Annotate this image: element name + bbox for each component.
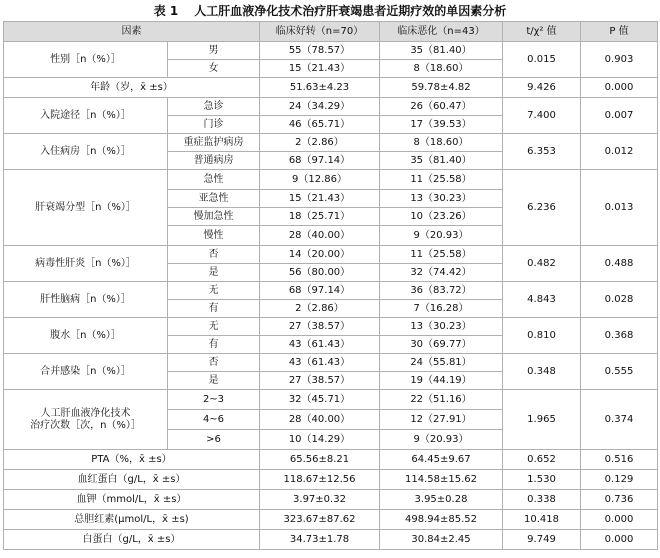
cell-worsened: 8（18.60） — [380, 134, 503, 152]
cell-improved: 32（45.71） — [260, 390, 380, 410]
cell-worsened: 30（69.77） — [380, 336, 503, 354]
cell-stat: 0.482 — [503, 246, 581, 282]
header-stat: t/χ² 值 — [503, 22, 581, 42]
cell-p: 0.555 — [581, 354, 658, 390]
table-row — [4, 510, 658, 530]
sub-label: 是 — [168, 264, 260, 282]
sub-label: 慢加急性 — [168, 208, 260, 226]
cell-worsened: 35（81.40） — [380, 152, 503, 170]
table-row — [4, 246, 658, 264]
cell-worsened: 9（20.93） — [380, 430, 503, 450]
table-row — [4, 354, 658, 372]
cell-improved: 43（61.43） — [260, 354, 380, 372]
cell-stat: 4.843 — [503, 282, 581, 318]
cell-worsened: 10（23.26） — [380, 208, 503, 226]
row-label-sessions-line1: 人工肝血液净化技术 — [40, 407, 131, 419]
cell-improved: 2（2.86） — [260, 300, 380, 318]
sub-label: 门诊 — [168, 116, 260, 134]
cell-stat: 1.965 — [503, 390, 581, 450]
table-row — [4, 282, 658, 300]
row-label-hepatitis: 病毒性肝炎［n（%）］ — [4, 246, 168, 282]
cell-worsened: 22（51.16） — [380, 390, 503, 410]
sub-label: 亚急性 — [168, 190, 260, 208]
cell-p: 0.000 — [581, 530, 658, 550]
cell-improved: 28（40.00） — [260, 410, 380, 430]
cell-stat: 10.418 — [503, 510, 581, 530]
sub-label: 有 — [168, 300, 260, 318]
cell-improved: 43（61.43） — [260, 336, 380, 354]
row-label-encephalopathy: 肝性脑病［n（%）］ — [4, 282, 168, 318]
cell-improved: 68（97.14） — [260, 282, 380, 300]
sub-label: 普通病房 — [168, 152, 260, 170]
cell-p: 0.007 — [581, 98, 658, 134]
cell-worsened: 35（81.40） — [380, 42, 503, 60]
cell-stat: 7.400 — [503, 98, 581, 134]
sub-label: 4~6 — [168, 410, 260, 430]
cell-p: 0.374 — [581, 390, 658, 450]
row-label-type: 肝衰竭分型［n（%）］ — [4, 170, 168, 246]
cell-worsened: 12（27.91） — [380, 410, 503, 430]
sub-label: 否 — [168, 354, 260, 372]
cell-p: 0.129 — [581, 470, 658, 490]
table-row — [4, 78, 658, 98]
sub-label: 2~3 — [168, 390, 260, 410]
table-title: 人工肝血液净化技术治疗肝衰竭患者近期疗效的单因素分析 — [194, 4, 507, 18]
cell-stat: 0.810 — [503, 318, 581, 354]
cell-p: 0.012 — [581, 134, 658, 170]
cell-improved: 15（21.43） — [260, 190, 380, 208]
sub-label: 否 — [168, 246, 260, 264]
cell-p: 0.013 — [581, 170, 658, 246]
cell-p: 0.903 — [581, 42, 658, 78]
cell-improved: 14（20.00） — [260, 246, 380, 264]
cell-improved: 118.67±12.56 — [260, 470, 380, 490]
cell-worsened: 32（74.42） — [380, 264, 503, 282]
cell-improved: 27（38.57） — [260, 318, 380, 336]
cell-worsened: 64.45±9.67 — [380, 450, 503, 470]
cell-improved: 56（80.00） — [260, 264, 380, 282]
row-label-sessions-line2: 治疗次数［次，n（%）］ — [30, 419, 141, 431]
row-label-sex: 性别［n（%）］ — [4, 42, 168, 78]
cell-improved: 51.63±4.23 — [260, 78, 380, 98]
cell-worsened: 26（60.47） — [380, 98, 503, 116]
cell-stat: 6.353 — [503, 134, 581, 170]
cell-worsened: 36（83.72） — [380, 282, 503, 300]
cell-improved: 34.73±1.78 — [260, 530, 380, 550]
cell-worsened: 11（25.58） — [380, 246, 503, 264]
cell-improved: 2（2.86） — [260, 134, 380, 152]
row-label-ascites: 腹水［n（%）］ — [4, 318, 168, 354]
table-header-row — [4, 22, 658, 42]
row-label-alb: 白蛋白（g/L，x̄ ±s） — [4, 530, 260, 550]
table-caption — [0, 2, 660, 20]
table-row — [4, 390, 658, 410]
cell-improved: 27（38.57） — [260, 372, 380, 390]
cell-improved: 9（12.86） — [260, 170, 380, 190]
cell-worsened: 3.95±0.28 — [380, 490, 503, 510]
table-number: 表 1 — [153, 4, 179, 18]
cell-improved: 46（65.71） — [260, 116, 380, 134]
row-label-route: 入院途径［n（%）］ — [4, 98, 168, 134]
univariate-analysis-table — [3, 21, 658, 550]
header-p: P 值 — [581, 22, 658, 42]
cell-p: 0.000 — [581, 510, 658, 530]
table-row — [4, 170, 658, 190]
cell-stat: 0.015 — [503, 42, 581, 78]
row-label-sessions — [4, 390, 168, 450]
table-row — [4, 490, 658, 510]
cell-stat: 6.236 — [503, 170, 581, 246]
row-label-k: 血钾（mmol/L，x̄ ±s） — [4, 490, 260, 510]
table-row — [4, 42, 658, 60]
cell-worsened: 114.58±15.62 — [380, 470, 503, 490]
cell-p: 0.516 — [581, 450, 658, 470]
sub-label: 无 — [168, 282, 260, 300]
sub-label: 重症监护病房 — [168, 134, 260, 152]
cell-worsened: 13（30.23） — [380, 318, 503, 336]
cell-improved: 3.97±0.32 — [260, 490, 380, 510]
row-label-tbil: 总胆红素(μmol/L，x̄ ±s) — [4, 510, 260, 530]
cell-stat: 0.338 — [503, 490, 581, 510]
sub-label: 急性 — [168, 170, 260, 190]
sub-label: 男 — [168, 42, 260, 60]
sub-label: 有 — [168, 336, 260, 354]
row-label-infection: 合并感染［n（%）］ — [4, 354, 168, 390]
cell-improved: 65.56±8.21 — [260, 450, 380, 470]
cell-worsened: 7（16.28） — [380, 300, 503, 318]
sub-label: 无 — [168, 318, 260, 336]
table-row — [4, 450, 658, 470]
cell-p: 0.488 — [581, 246, 658, 282]
cell-improved: 15（21.43） — [260, 60, 380, 78]
cell-p: 0.368 — [581, 318, 658, 354]
header-improved: 临床好转（n=70） — [260, 22, 380, 42]
cell-improved: 28（40.00） — [260, 226, 380, 246]
cell-stat: 9.749 — [503, 530, 581, 550]
row-label-age: 年龄（岁，x̄ ±s） — [4, 78, 260, 98]
cell-stat: 1.530 — [503, 470, 581, 490]
header-worsened: 临床恶化（n=43） — [380, 22, 503, 42]
cell-p: 0.000 — [581, 78, 658, 98]
table-row — [4, 470, 658, 490]
table-row — [4, 318, 658, 336]
sub-label: >6 — [168, 430, 260, 450]
sub-label: 慢性 — [168, 226, 260, 246]
cell-improved: 24（34.29） — [260, 98, 380, 116]
row-label-hb: 血红蛋白（g/L，x̄ ±s） — [4, 470, 260, 490]
cell-p: 0.028 — [581, 282, 658, 318]
cell-worsened: 59.78±4.82 — [380, 78, 503, 98]
cell-p: 0.736 — [581, 490, 658, 510]
cell-stat: 9.426 — [503, 78, 581, 98]
sub-label: 女 — [168, 60, 260, 78]
sub-label: 是 — [168, 372, 260, 390]
table-row — [4, 98, 658, 116]
cell-improved: 55（78.57） — [260, 42, 380, 60]
cell-worsened: 19（44.19） — [380, 372, 503, 390]
cell-improved: 10（14.29） — [260, 430, 380, 450]
header-factor: 因素 — [4, 22, 260, 42]
cell-worsened: 24（55.81） — [380, 354, 503, 372]
cell-stat: 0.348 — [503, 354, 581, 390]
row-label-ward: 入住病房［n（%）］ — [4, 134, 168, 170]
cell-worsened: 17（39.53） — [380, 116, 503, 134]
cell-worsened: 30.84±2.45 — [380, 530, 503, 550]
sub-label: 急诊 — [168, 98, 260, 116]
cell-worsened: 8（18.60） — [380, 60, 503, 78]
cell-worsened: 11（25.58） — [380, 170, 503, 190]
cell-worsened: 498.94±85.52 — [380, 510, 503, 530]
table-row — [4, 134, 658, 152]
cell-improved: 323.67±87.62 — [260, 510, 380, 530]
cell-improved: 68（97.14） — [260, 152, 380, 170]
cell-worsened: 13（30.23） — [380, 190, 503, 208]
cell-improved: 18（25.71） — [260, 208, 380, 226]
cell-stat: 0.652 — [503, 450, 581, 470]
table-row — [4, 530, 658, 550]
cell-worsened: 9（20.93） — [380, 226, 503, 246]
row-label-pta: PTA（%，x̄ ±s） — [4, 450, 260, 470]
